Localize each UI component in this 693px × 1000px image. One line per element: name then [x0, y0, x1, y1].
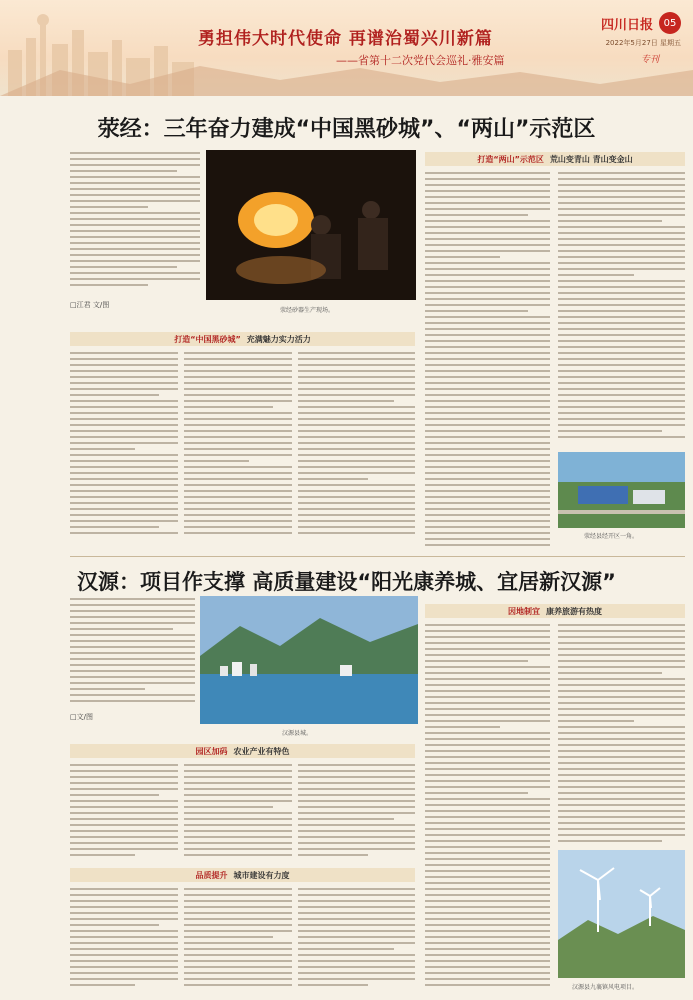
article1-headline: 荥经：三年奋力建成“中国黑砂城”、“两山”示范区 — [97, 117, 596, 142]
section-title: 康养旅游有热度 — [546, 606, 602, 616]
issue-date: 2022年5月27日 星期五 — [605, 39, 681, 47]
article2-col1-mid — [70, 764, 178, 862]
hanyuan-lake-city-image — [200, 596, 418, 724]
section-title: 充满魅力实力活力 — [246, 334, 311, 344]
article1-byline: □江君 文/图 — [70, 301, 110, 309]
article2-section-b-header — [70, 744, 415, 758]
wind-turbine-image — [558, 850, 685, 978]
section-marker: 园区加码 — [195, 746, 228, 756]
kiln-workers-image — [206, 150, 416, 300]
article1-photo-caption: 荥经砂器生产现场。 — [280, 307, 335, 314]
brand-name: 四川日报 — [600, 17, 653, 33]
article2-section-c-header — [70, 868, 415, 882]
article2-section-a-header — [425, 604, 685, 618]
article1-photo2 — [558, 452, 685, 528]
newspaper-brand — [601, 12, 681, 34]
article-divider — [70, 556, 685, 557]
article2-col3-mid — [298, 764, 415, 862]
article2-photo-caption: 汉源县城。 — [282, 730, 313, 737]
industrial-park-image — [558, 452, 685, 528]
article1-col3-lower — [298, 352, 415, 542]
section-title: 农业产业有特色 — [233, 746, 290, 756]
article2-col1-lower — [70, 888, 178, 992]
article1-intro-text — [70, 152, 200, 292]
masthead-banner — [0, 0, 693, 96]
section-marker: 打造“中国黑砂城” — [174, 334, 241, 344]
article2-col3-text — [425, 624, 550, 994]
section-marker: 因地制宜 — [508, 606, 540, 616]
article1-photo — [206, 150, 416, 300]
article2-headline: 汉源：项目作支撑 高质量建设“阳光康养城、宜居新汉源” — [77, 570, 616, 594]
section-marker: 品质提升 — [195, 870, 228, 880]
article2-photo2-caption: 汉源县九襄镇风电项目。 — [572, 984, 639, 991]
article2-photo — [200, 596, 418, 724]
banner-subtitle: ——省第十二次党代会巡礼·雅安篇 — [336, 54, 505, 67]
article1-photo2-caption: 荥经县经开区一角。 — [584, 533, 639, 540]
article1-col3-text — [425, 172, 550, 552]
article1-section-b-header — [70, 332, 415, 346]
section-marker: 打造“两山”示范区 — [477, 154, 544, 164]
article2-intro-text — [70, 598, 195, 706]
special-edition-label: 专刊 — [640, 55, 659, 65]
article2-photo2 — [558, 850, 685, 978]
article2-col2-lower — [184, 888, 292, 992]
article1-col4-text — [558, 172, 685, 447]
article1-section-a-header — [425, 152, 685, 166]
page-number-badge: 05 — [659, 12, 681, 34]
banner-title: 勇担伟大时代使命 再谱治蜀兴川新篇 — [198, 29, 493, 49]
article1-col2-lower — [184, 352, 292, 542]
article2-col4-text — [558, 624, 685, 846]
article2-col2-mid — [184, 764, 292, 862]
section-title: 荒山变青山 青山变金山 — [549, 154, 633, 164]
article1-col1-lower — [70, 352, 178, 542]
article2-col3-lower — [298, 888, 415, 992]
section-title: 城市建设有力度 — [233, 870, 290, 880]
article2-byline: □文/图 — [70, 713, 93, 721]
